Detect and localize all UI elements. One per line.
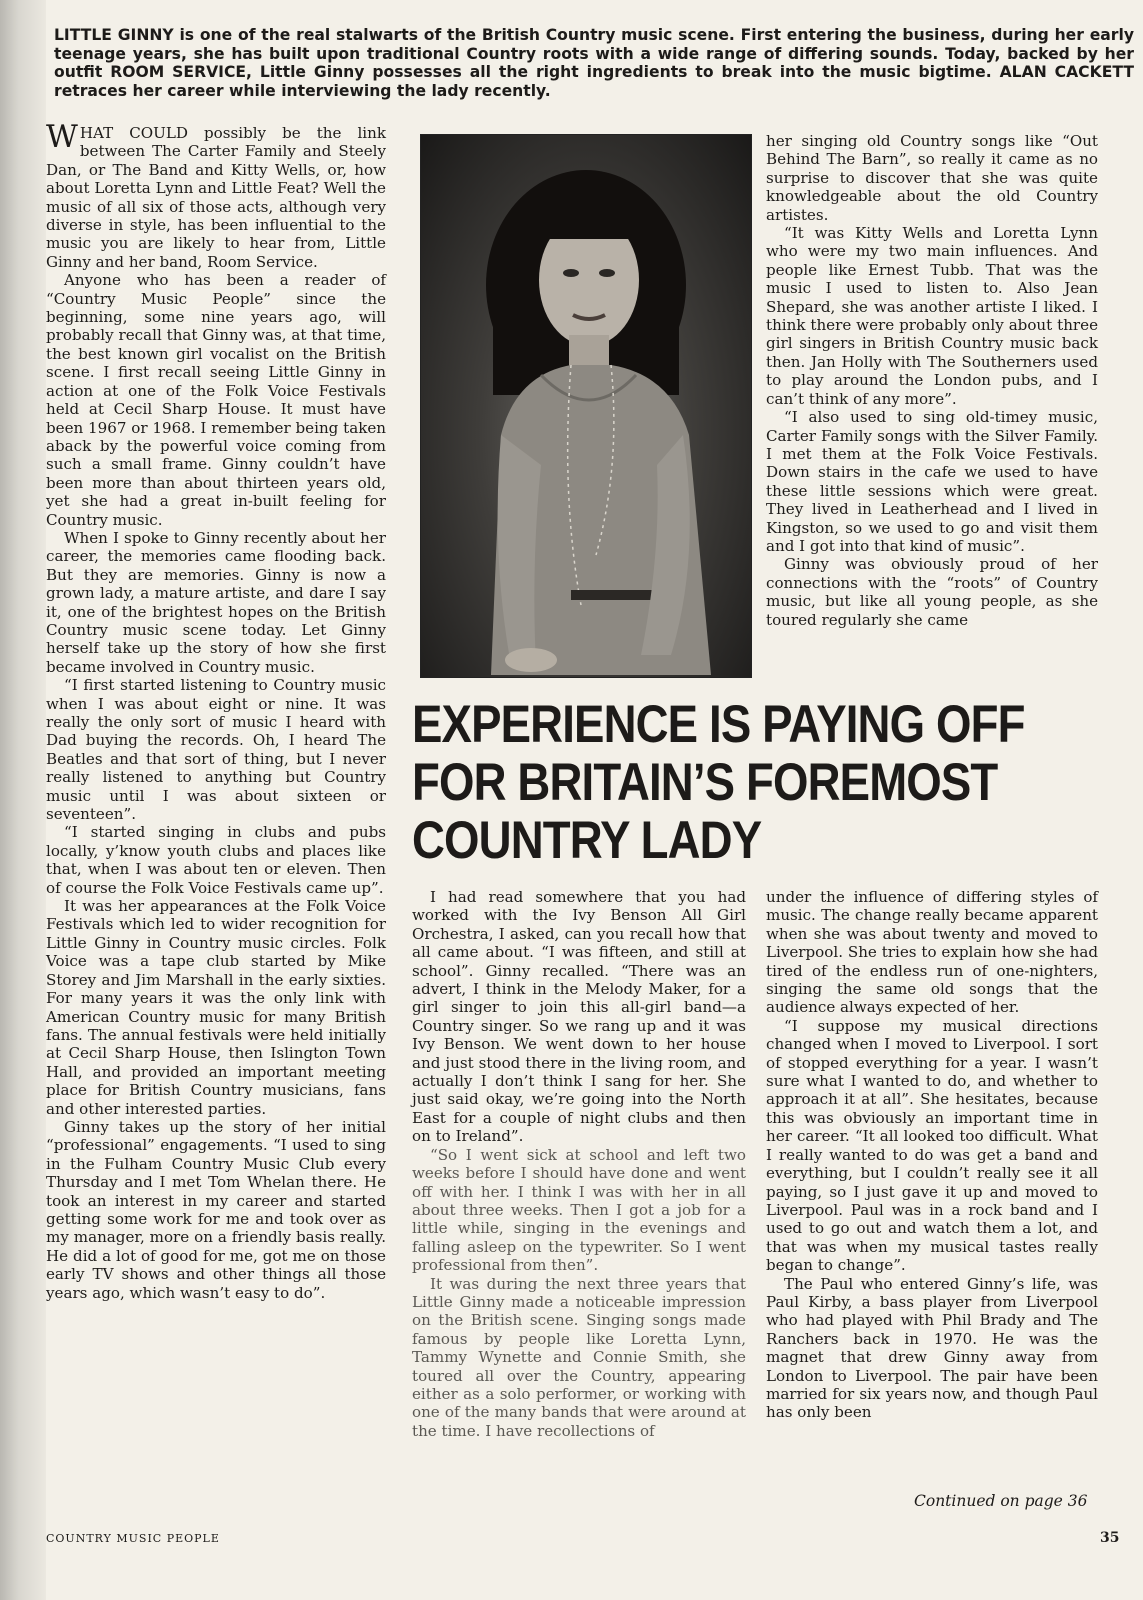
drop-cap: W: [46, 119, 78, 155]
paragraph: “I suppose my musical directions changed when I moved to Liverpool. I sort of stopped everything for a year. I wasn’t sure what I wanted to do, and whether to approach it at all”. She hesitates, because this was obviously an important time in her career. “It all looked too difficult. What I really wanted to do was get a band and everything, but I couldn’t really see it all paying, so I just gave it up and moved to Liverpool. Paul was in a rock band and I used to go out and watch them a lot, and that was when my musical tastes really began to change”.: [766, 1016, 1098, 1275]
paragraph: “So I went sick at school and left two weeks before I should have done and went off with her. I think I was with her in all about three weeks. Then I got a job for a little while, singing in the evenings and falling asleep on the typewriter. So I went professional from then”.: [412, 1145, 746, 1275]
paragraph: It was her appearances at the Folk Voice Festivals which led to wider recognition for Little Ginny in Country music circles. Folk Voice was a tape club started by Mike Storey and Jim Marshall in the early sixties. For many years it was the only link with American Country music for many British fans. The annual festivals were held initially at Cecil Sharp House, then Islington Town Hall, and provided an important meeting place for British Country musicians, fans and other interested parties.: [46, 897, 386, 1118]
headline: [412, 696, 1132, 870]
article-column-3-bottom: [766, 888, 1098, 1422]
paragraph: When I spoke to Ginny recently about her career, the memories came flooding back. But they are memories. Ginny is now a grown lady, a mature artiste, and dare I say it, one of the brightest hopes on the British Country music scene today. Let Ginny herself take up the story of how she first became involved in Country music.: [46, 528, 386, 676]
paragraph: Ginny was obviously proud of her connections with the “roots” of Country music, but like all young people, as she toured regularly she came: [766, 555, 1098, 629]
continued-note: Continued on page 36: [914, 1492, 1088, 1510]
binding-spine: [0, 0, 46, 1600]
paragraph: “I also used to sing old-timey music, Carter Family songs with the Silver Family. I met them at the Folk Voice Festivals. Down stairs in the cafe we used to have these little sessions which were great. They lived in Leatherhead and I lived in Kingston, so we used to go and visit them and I got into that kind of music”.: [766, 408, 1098, 555]
page-number: 35: [1100, 1530, 1120, 1546]
intro-standfirst: LITTLE GINNY is one of the real stalwarts of the British Country music scene. First entering the business, during her early teenage years, she has built upon traditional Country roots with a wide range of differing sounds. Today, backed by her outfit ROOM SERVICE, Little Ginny possesses all the right ingredients to break into the music bigtime. ALAN CACKETT retraces her career while interviewing the lady recently.: [54, 26, 1134, 100]
paragraph: I had read somewhere that you had worked with the Ivy Benson All Girl Orchestra, I asked, can you recall how that all came about. “I was fifteen, and still at school”. Ginny recalled. “There was an advert, I think in the Melody Maker, for a girl singer to join this all-girl band—a Country singer. So we rang up and it was Ivy Benson. We went down to her house and just stood there in the living room, and actually I don’t think I sang for her. She just said okay, we’re going into the North East for a couple of night clubs and then on to Ireland”.: [412, 888, 746, 1146]
article-column-1: [46, 119, 386, 1302]
portrait-photo: [420, 134, 752, 678]
paragraph: Anyone who has been a reader of “Country Music People” since the beginning, some nine years ago, will probably recall that Ginny was, at that time, the best known girl vocalist on the British scene. I first recall seeing Little Ginny in action at one of the Folk Voice Festivals held at Cecil Sharp House. It must have been 1967 or 1968. I remember being taken aback by the powerful voice coming from such a small frame. Ginny couldn’t have been more than about thirteen years old, yet she had a great in-built feeling for Country music.: [46, 271, 386, 529]
paragraph: It was during the next three years that Little Ginny made a noticeable impression on the British scene. Singing songs made famous by people like Loretta Lynn, Tammy Wynette and Connie Smith, she toured all over the Country, appearing either as a solo performer, or working with one of the many bands that were around at the time. I have recollections of: [412, 1274, 746, 1440]
paragraph: “I started singing in clubs and pubs locally, y’know youth clubs and places like that, when I was about ten or eleven. Then of course the Folk Voice Festivals came up”.: [46, 823, 386, 897]
paragraph: The Paul who entered Ginny’s life, was Paul Kirby, a bass player from Liverpool who had played with Phil Brady and The Ranchers back in 1970. He was the magnet that drew Ginny away from London to Liverpool. The pair have been married for six years now, and though Paul has only been: [766, 1274, 1098, 1422]
article-column-3-top: [766, 132, 1098, 629]
article-column-2: [412, 888, 746, 1440]
magazine-page: [46, 0, 1143, 1600]
portrait-illustration: [421, 135, 751, 677]
paragraph: under the influence of differing styles of music. The change really became apparent when she was about twenty and moved to Liverpool. She tries to explain how she had tired of the endless run of one-nighters, singing the same old songs that the audience always expected of her.: [766, 888, 1098, 1017]
headline-line: COUNTRY LADY: [412, 811, 762, 870]
headline-line: FOR BRITAIN’S FOREMOST: [412, 753, 998, 812]
paragraph: “It was Kitty Wells and Loretta Lynn who were my two main influences. And people like Ernest Tubb. That was the music I used to listen to. Also Jean Shepard, she was another artiste I liked. I think there were probably only about three girl singers in British Country music back then. Jan Holly with The Southerners used to play around the London pubs, and I can’t think of any more”.: [766, 224, 1098, 408]
paragraph: [46, 119, 386, 271]
magazine-footer: COUNTRY MUSIC PEOPLE: [46, 1532, 220, 1545]
paragraph: her singing old Country songs like “Out Behind The Barn”, so really it came as no surprise to discover that she was quite knowledgeable about the old Country artistes.: [766, 132, 1098, 224]
headline-line: EXPERIENCE IS PAYING OFF: [412, 695, 1025, 754]
paragraph: “I first started listening to Country music when I was about eight or nine. It was really the only sort of music I heard with Dad buying the records. Oh, I heard The Beatles and that sort of thing, but I never really listened to anything but Country music until I was about sixteen or seventeen”.: [46, 676, 386, 824]
paragraph: Ginny takes up the story of her initial “professional” engagements. “I used to sing in the Fulham Country Music Club every Thursday and I met Tom Whelan there. He took an interest in my career and started getting some work for me and took over as my manager, more on a friendly basis really. He did a lot of good for me, got me on those early TV shows and other things all those years ago, which wasn’t easy to do”.: [46, 1117, 386, 1302]
paragraph-text: HAT COULD possibly be the link between The Carter Family and Steely Dan, or The Band and Kitty Wells, or, how about Loretta Lynn and Little Feat? Well the music of all six of those acts, although very diverse in style, has been influential to the music you are likely to hear from, Little Ginny and her band, Room Service.: [46, 124, 386, 271]
